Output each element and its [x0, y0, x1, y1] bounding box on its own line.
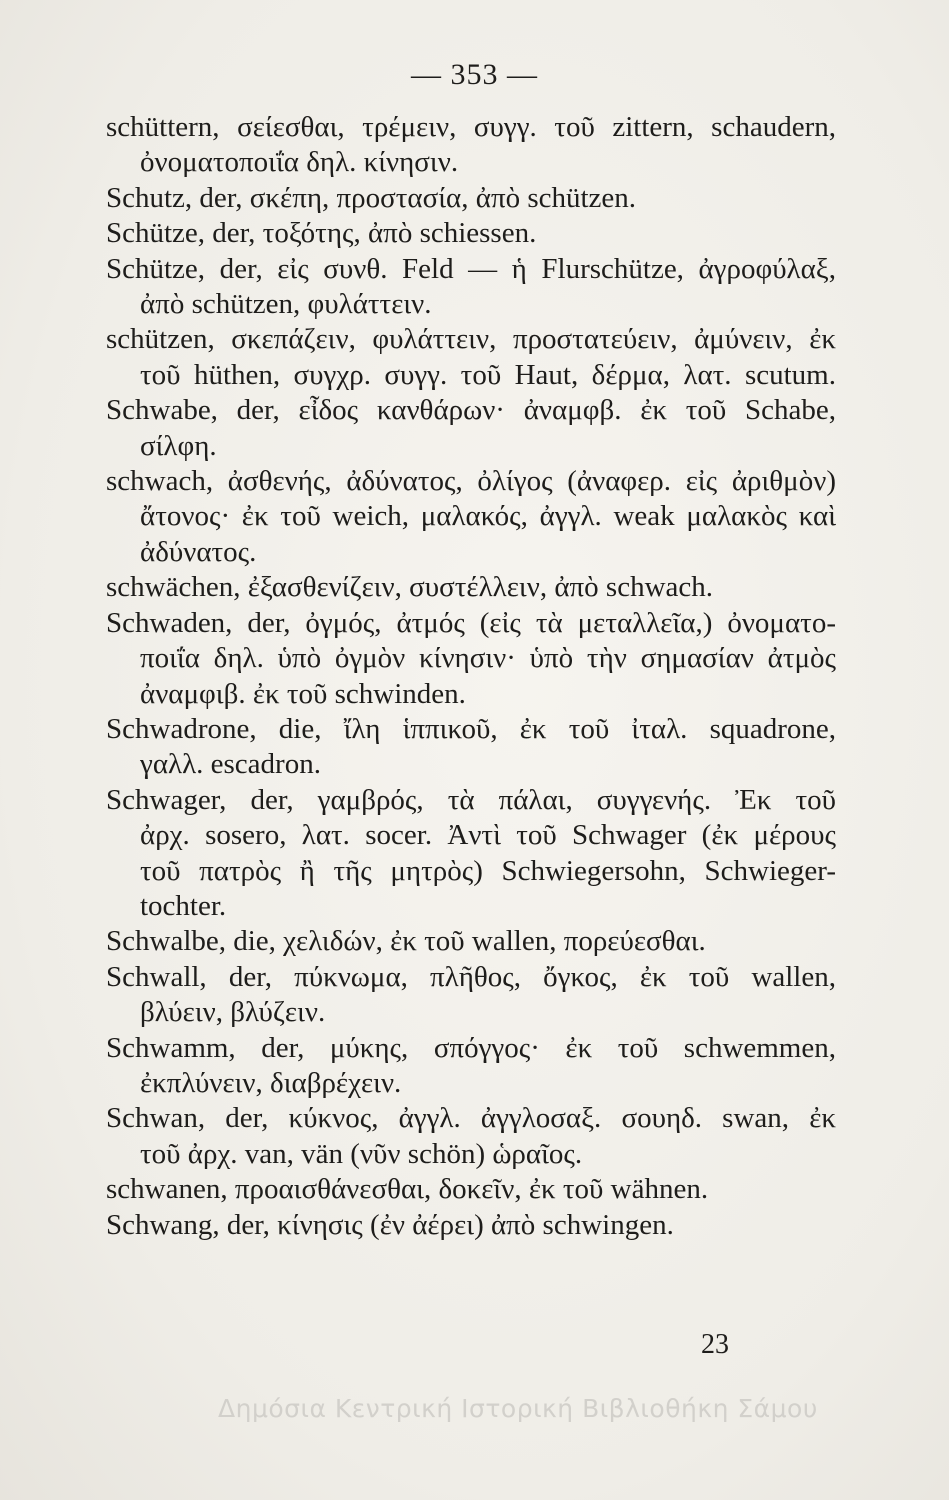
entry-line: γαλλ. escadron. — [140, 748, 321, 781]
page-number: — 353 — — [411, 58, 538, 91]
entry-line: τοῦ ἀρχ. van, vän (νῦν schön) ὡραῖος. — [140, 1137, 583, 1170]
entry-line: schüttern, σείεσθαι, τρέμειν, συγγ. τοῦ zittern, schaudern, — [106, 111, 836, 143]
entry-line: Schütze, der, τοξότης, ἀπὸ schiessen. — [106, 217, 537, 250]
entry-line: Schutz, der, σκέπη, προστασία, ἀπὸ schützen. — [106, 181, 637, 214]
entry-line: τοῦ πατρὸς ἢ τῆς μητρὸς) Schwiegersohn, Schwieger- — [140, 854, 836, 887]
entry-line: Schütze, der, εἰς συνθ. Feld — ἡ Flurschütze, ἀγροφύλαξ, — [106, 252, 836, 285]
entry-line: ἀναμφιβ. ἐκ τοῦ schwinden. — [140, 677, 466, 710]
entry-line: schwach, ἀσθενής, ἀδύνατος, ὀλίγος (ἀναφερ. εἰς ἀριθμὸν) — [106, 465, 836, 498]
entry-line: ἀπὸ schützen, φυλάττειν. — [140, 288, 432, 321]
library-watermark: Δημόσια Κεντρική Ιστορική Βιβλιοθήκη Σάμου — [218, 1394, 818, 1423]
entry-line: schwächen, ἐξασθενίζειν, συστέλλειν, ἀπὸ schwach. — [106, 571, 714, 604]
entry-line: Schwaden, der, ὀγμός, ἀτμός (εἰς τὰ μεταλλεῖα,) ὀνοματο- — [106, 606, 836, 639]
entry-line: schwanen, προαισθάνεσθαι, δοκεῖν, ἐκ τοῦ wähnen. — [106, 1173, 709, 1206]
signature-mark: 23 — [701, 1329, 729, 1360]
entry-line: τοῦ hüthen, συγχρ. συγγ. τοῦ Haut, δέρμα, λατ. scutum. — [140, 358, 836, 391]
entry-line: σίλφη. — [140, 429, 217, 462]
entry-line: ποιΐα δηλ. ὑπὸ ὀγμὸν κίνησιν· ὑπὸ τὴν σημασίαν ἀτμὸς — [140, 642, 836, 675]
dictionary-entries — [106, 110, 836, 1243]
entry-line: ἀρχ. sosero, λατ. socer. Ἀντὶ τοῦ Schwager (ἐκ μέρους — [140, 819, 836, 852]
entry-line: Schwadrone, die, ἴλη ἱππικοῦ, ἐκ τοῦ ἰταλ. squadrone, — [106, 712, 836, 745]
entry-line: ἐκπλύνειν, διαβρέχειν. — [140, 1066, 402, 1099]
entry-line: Schwalbe, die, χελιδών, ἐκ τοῦ wallen, πορεύεσθαι. — [106, 925, 706, 958]
entry-line: Schwamm, der, μύκης, σπόγγος· ἐκ τοῦ schwemmen, — [106, 1031, 836, 1064]
entry-line: Schwang, der, κίνησις (ἐν ἀέρει) ἀπὸ schwingen. — [106, 1208, 674, 1241]
entry-line: ἄτονος· ἐκ τοῦ weich, μαλακός, ἀγγλ. weak μαλακὸς καὶ — [140, 500, 836, 533]
entry-line: schützen, σκεπάζειν, φυλάττειν, προστατεύειν, ἀμύνειν, ἐκ — [106, 323, 836, 356]
entry-line: ὀνοματοποιΐα δηλ. κίνησιν. — [140, 146, 459, 179]
entry-line: Schwan, der, κύκνος, ἀγγλ. ἀγγλοσαξ. σουηδ. swan, ἐκ — [106, 1102, 836, 1135]
entry-line: Schwall, der, πύκνωμα, πλῆθος, ὄγκος, ἐκ τοῦ wallen, — [106, 960, 836, 993]
entry-line: Schwager, der, γαμβρός, τὰ πάλαι, συγγενής. Ἐκ τοῦ — [106, 783, 836, 816]
entry-line: Schwabe, der, εἶδος κανθάρων· ἀναμφβ. ἐκ τοῦ Schabe, — [106, 394, 836, 427]
entry-line: βλύειν, βλύζειν. — [140, 996, 326, 1029]
entry-line: ἀδύνατος. — [140, 535, 257, 568]
entry-line: tochter. — [140, 889, 227, 922]
